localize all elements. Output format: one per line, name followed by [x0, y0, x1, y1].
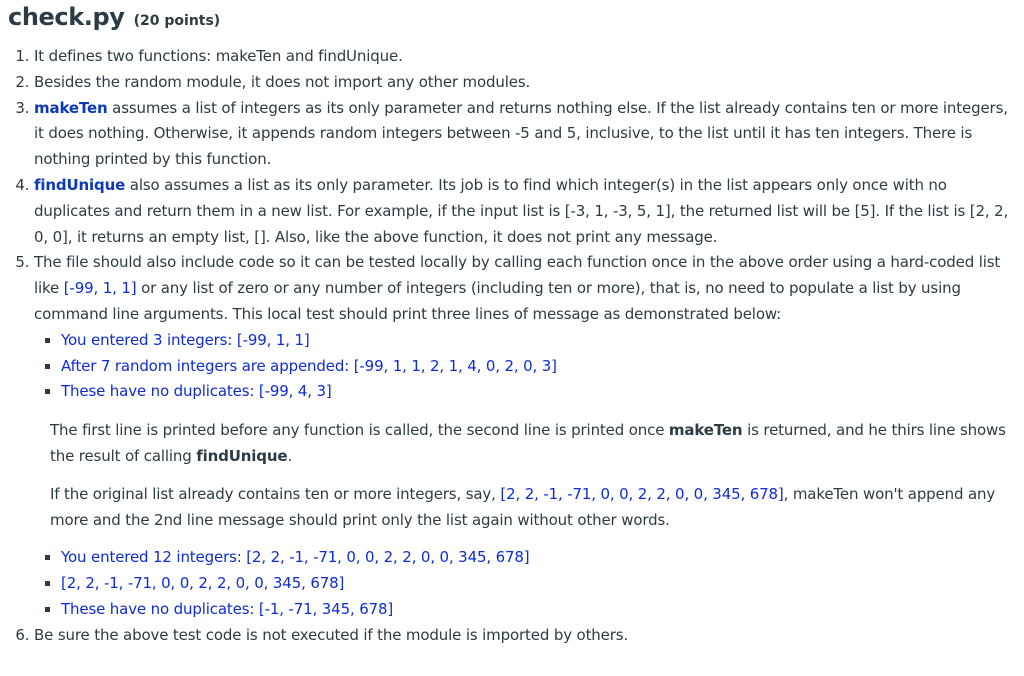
- requirement-6: [34, 623, 1012, 649]
- requirement-5-text-a: The file should also include code so it can be tested locally by calling each function once in the above order using a hard-coded list like: [34, 253, 1001, 298]
- requirement-3: [34, 96, 1012, 173]
- explanation-paragraph-1: [50, 418, 1012, 470]
- explanation-paragraph-2: [50, 482, 1012, 534]
- example-output-line: [2, 2, -1, -71, 0, 0, 2, 2, 0, 0, 345, 678]: [42, 571, 1012, 597]
- requirement-5: [34, 250, 1012, 622]
- page-title: [8, 0, 1012, 34]
- example-output-line: You entered 3 integers: [-99, 1, 1]: [42, 328, 1012, 354]
- example-output-1: [34, 328, 1012, 405]
- maketen-name: makeTen: [34, 98, 108, 117]
- requirement-4-text: also assumes a list as its only parameter. Its job is to find which integer(s) in the list appears only once with no duplicates and return them in a new list. For example, if the input list is [-3, 1, -3, 5, 1], the returned list will be [5]. If the list is [2, 2, 0, 0], it returns an empty list, []. Also, like the above function, it does not print any message.: [34, 175, 1009, 246]
- explanation-text: If the original list already contains ten or more integers, say,: [50, 484, 501, 503]
- requirement-3-text: assumes a list of integers as its only parameter and returns nothing else. If the list already contains ten or more integers, it does nothing. Otherwise, it appends random integers between -5 and 5, inclusive, to the list until it has ten integers. There is nothing printed by this function.: [34, 98, 1008, 169]
- example-output-2: [34, 545, 1012, 622]
- requirement-2-text: Besides the random module, it does not import any other modules.: [34, 72, 531, 91]
- requirement-2: [34, 70, 1012, 96]
- requirement-1: [34, 44, 1012, 70]
- requirement-1-text: It defines two functions: makeTen and findUnique.: [34, 47, 403, 65]
- explanation-text: The first line is printed before any function is called, the second line is printed once: [50, 421, 669, 440]
- maketen-bold: makeTen: [668, 421, 743, 440]
- long-list-example: [2, 2, -1, -71, 0, 0, 2, 2, 0, 0, 345, 678]: [500, 484, 784, 503]
- points-label: (20 points): [133, 13, 221, 29]
- assignment-page: [8, 0, 1012, 649]
- explanation-text: is returned, and he thirs line shows the result of calling: [50, 421, 1006, 465]
- requirement-4: [34, 173, 1012, 250]
- file-name: check.py: [8, 3, 125, 31]
- requirements-list: [8, 44, 1012, 649]
- findunique-name: findUnique: [34, 175, 126, 194]
- requirement-5-text-b: or any list of zero or any number of integers (including ten or more), that is, no need to populate a list by using command line arguments. This local test should print three lines of message as demonstrated below:: [34, 279, 961, 323]
- example-output-line: These have no duplicates: [-99, 4, 3]: [42, 379, 1012, 405]
- example-output-line: You entered 12 integers: [2, 2, -1, -71, 0, 0, 2, 2, 0, 0, 345, 678]: [42, 545, 1012, 571]
- findunique-bold: findUnique: [196, 446, 288, 465]
- explanation-text: , makeTen won't append any more and the 2nd line message should print only the list again without other words.: [50, 484, 996, 529]
- example-output-line: After 7 random integers are appended: [-99, 1, 1, 2, 1, 4, 0, 2, 0, 3]: [42, 354, 1012, 380]
- requirement-6-text: Be sure the above test code is not executed if the module is imported by others.: [34, 625, 629, 644]
- list-example: [-99, 1, 1]: [63, 279, 137, 298]
- explanation-text: .: [287, 446, 293, 465]
- example-output-line: These have no duplicates: [-1, -71, 345, 678]: [42, 597, 1012, 623]
